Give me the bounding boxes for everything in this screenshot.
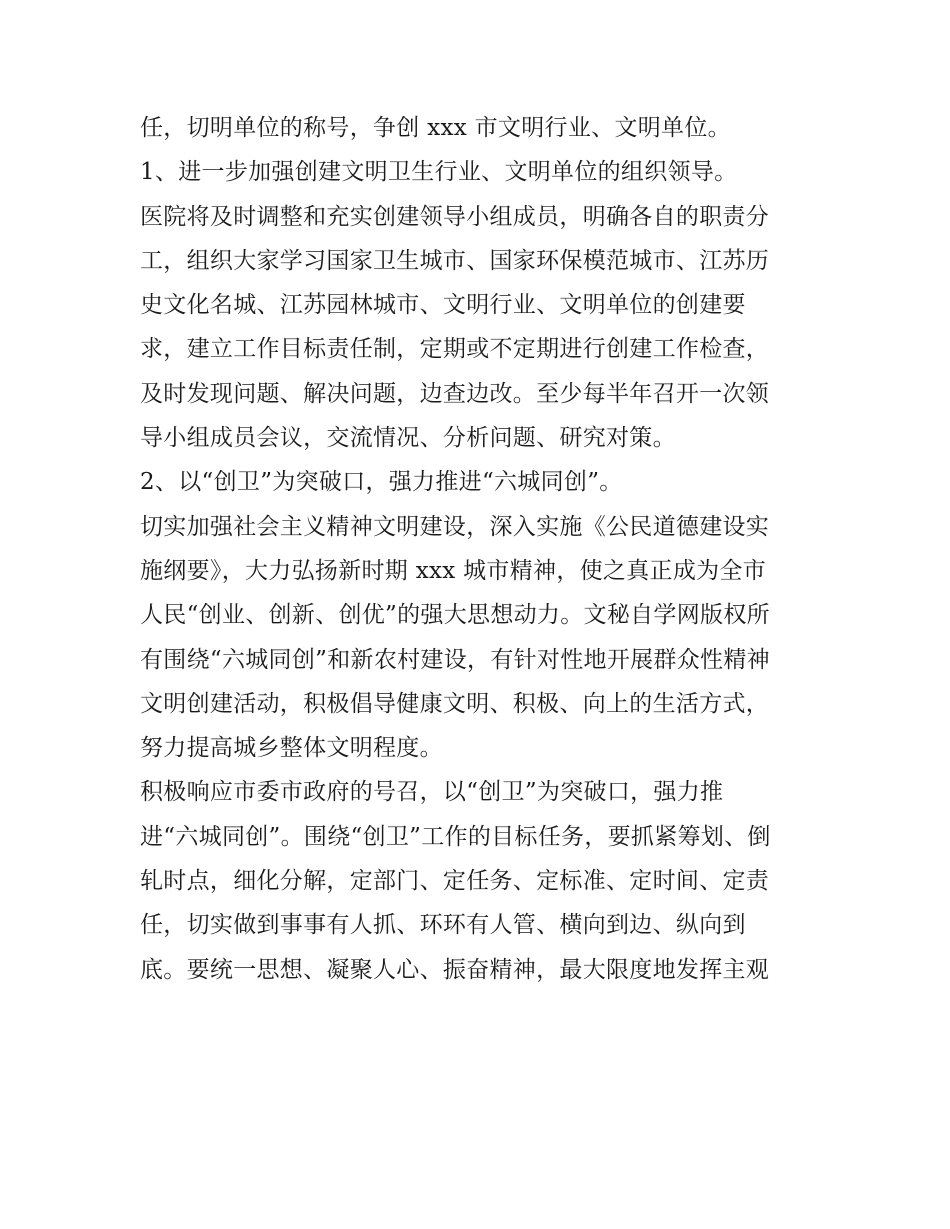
text-line: 努力提高城乡整体文明程度。 xyxy=(140,735,443,762)
text-line: 进“六城同创”。围绕“创卫”工作的目标任务，要抓紧筹划、倒 xyxy=(140,823,771,850)
text-line: 轧时点，细化分解，定部门、定任务、定标准、定时间、定责 xyxy=(140,868,770,895)
text-line: 及时发现问题、解决问题，边查边改。至少每半年召开一次领 xyxy=(140,380,770,407)
text-line: 任，切实做到事事有人抓、环环有人管、横向到边、纵向到 xyxy=(140,912,746,939)
text-line: 切实加强社会主义精神文明建设，深入实施《公民道德建设实 xyxy=(140,513,770,540)
section-heading: 2、以“创卫”为突破口，强力推进“六城同创”。 xyxy=(140,469,623,496)
text-line: 文明创建活动，积极倡导健康文明、积极、向上的生活方式， xyxy=(140,690,770,717)
text-line: 导小组成员会议，交流情况、分析问题、研究对策。 xyxy=(140,425,676,452)
text-line: 任，切明单位的称号，争创 xxx 市文明行业、文明单位。 xyxy=(140,115,731,141)
text-line: 人民“创业、创新、创优”的强大思想动力。文秘自学网版权所 xyxy=(140,602,770,629)
text-line: 有围绕“六城同创”和新农村建设，有针对性地开展群众性精神 xyxy=(140,646,770,673)
text-line: 积极响应市委市政府的号召，以“创卫”为突破口，强力推 xyxy=(140,779,724,806)
text-line: 医院将及时调整和充实创建领导小组成员，明确各自的职责分 xyxy=(140,203,770,230)
text-line: 底。要统一思想、凝聚人心、振奋精神，最大限度地发挥主观 xyxy=(140,956,770,983)
text-line: 求，建立工作目标责任制，定期或不定期进行创建工作检查， xyxy=(140,336,770,363)
text-line: 史文化名城、江苏园林城市、文明行业、文明单位的创建要 xyxy=(140,292,746,319)
text-line: 施纲要》，大力弘扬新时期 xxx 城市精神，使之真正成为全市 xyxy=(140,557,767,584)
document-body xyxy=(140,106,820,992)
section-heading: 1、进一步加强创建文明卫生行业、文明单位的组织领导。 xyxy=(140,159,738,186)
text-line: 工，组织大家学习国家卫生城市、国家环保模范城市、江苏历 xyxy=(140,247,770,274)
